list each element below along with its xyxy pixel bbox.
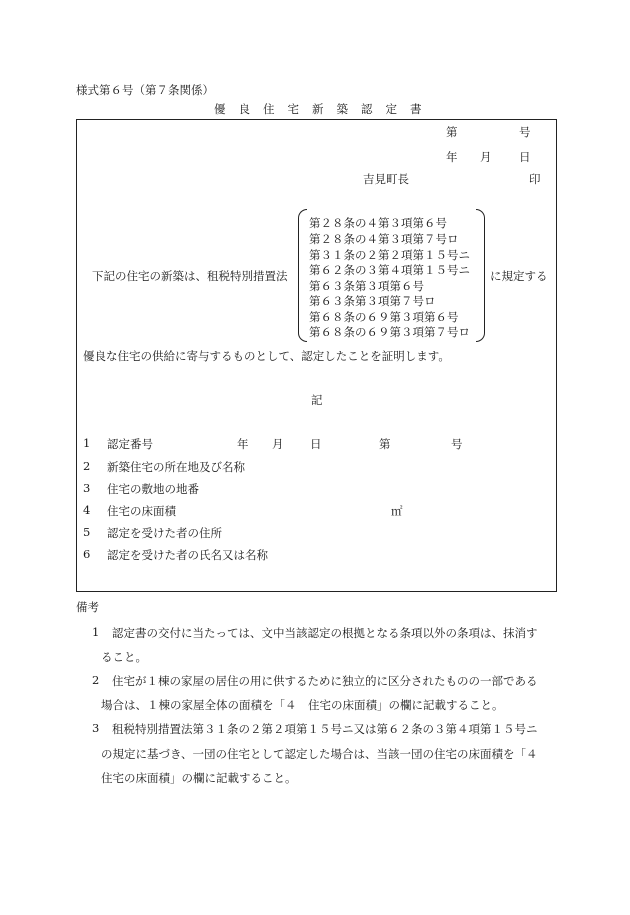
remarks-heading: 備考: [76, 600, 99, 614]
left-brace: [298, 209, 307, 342]
provision-line: 第６３条第３項第６号: [309, 279, 424, 293]
remark-line: ること。: [101, 650, 147, 664]
right-brace: [476, 209, 485, 342]
item-month: 月: [272, 437, 284, 451]
item-day: 日: [310, 437, 322, 451]
item-number: 3: [83, 481, 91, 495]
item-label: 新築住宅の所在地及び名称: [107, 460, 245, 474]
remark-number: 1: [92, 625, 100, 639]
item-label: 認定を受けた者の住所: [107, 526, 222, 540]
cert-number-suffix: 号: [519, 125, 531, 139]
statement-tail: に規定する: [490, 269, 548, 283]
date-year: 年: [446, 150, 458, 164]
seal-mark: 印: [529, 172, 541, 186]
item-num-prefix: 第: [379, 437, 391, 451]
provision-line: 第６２条の３第４項第１５号ニ: [309, 263, 470, 277]
date-day: 日: [519, 150, 531, 164]
remark-line: 認定書の交付に当たっては、文中当該認定の根拠となる条項以外の条項は、抹消す: [112, 626, 538, 640]
issuer-name: 吉見町長: [363, 172, 409, 186]
item-label: 住宅の敷地の地番: [107, 482, 199, 496]
item-label: 住宅の床面積: [107, 504, 176, 518]
remark-number: 3: [92, 721, 100, 735]
item-number: 4: [83, 503, 91, 517]
item-num-suffix: 号: [451, 437, 463, 451]
remark-line: 租税特別措置法第３１条の２第２項第１５号ニ又は第６２条の３第４項第１５号ニ: [112, 722, 538, 736]
provision-line: 第２８条の４第３項第６号: [309, 216, 447, 230]
remark-number: 2: [92, 673, 100, 687]
date-month: 月: [480, 150, 492, 164]
cert-number-prefix: 第: [446, 125, 458, 139]
form-label: 様式第６号（第７条関係）: [76, 83, 214, 97]
item-number: 1: [83, 436, 91, 450]
statement-lead: 下記の住宅の新築は、租税特別措置法: [92, 269, 288, 283]
provision-line: 第６８条の６９第３項第７号ロ: [309, 325, 470, 339]
statement-closing: 優良な住宅の供給に寄与するものとして、認定したことを証明します。: [83, 349, 450, 363]
item-label: 認定を受けた者の氏名又は名称: [107, 548, 268, 562]
item-year: 年: [237, 437, 249, 451]
item-unit: ㎡: [391, 504, 403, 518]
remark-line: の規定に基づき、一団の住宅として認定した場合は、当該一団の住宅の床面積を「４: [101, 747, 538, 761]
remark-line: 場合は、１棟の家屋全体の面積を「４ 住宅の床面積」の欄に記載すること。: [101, 698, 504, 712]
remark-line: 住宅が１棟の家屋の居住の用に供するために独立的に区分されたものの一部である: [112, 674, 538, 688]
item-label: 認定番号: [107, 437, 153, 451]
provision-line: 第２８条の４第３項第７号ロ: [309, 232, 459, 246]
document-title: 優良住宅新築認定書: [214, 102, 435, 116]
item-number: 6: [83, 547, 91, 561]
remark-line: 住宅の床面積」の欄に記載すること。: [101, 771, 297, 785]
provision-line: 第３１条の２第２項第１５号ニ: [309, 248, 470, 262]
ki-heading: 記: [311, 393, 323, 407]
provision-line: 第６３条第３項第７号ロ: [309, 294, 436, 308]
item-number: 5: [83, 525, 91, 539]
item-number: 2: [83, 459, 91, 473]
provision-line: 第６８条の６９第３項第６号: [309, 310, 459, 324]
